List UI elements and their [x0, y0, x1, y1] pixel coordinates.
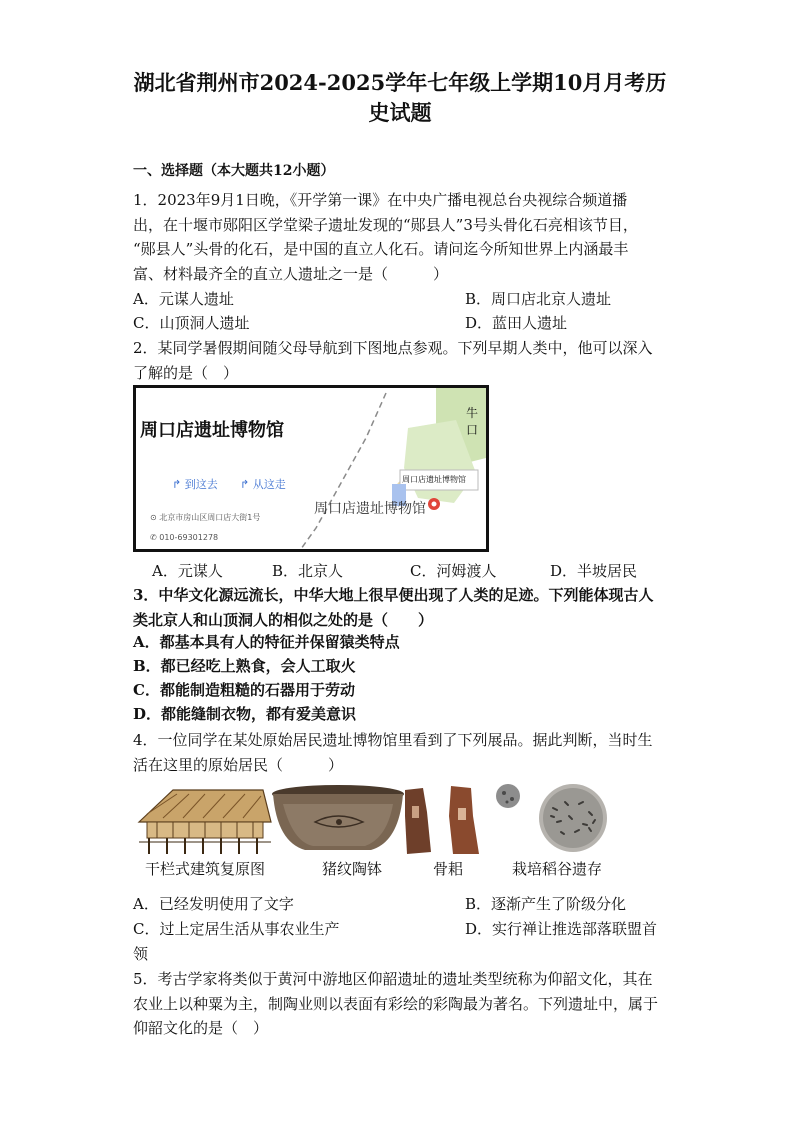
- q2-option-c[interactable]: C．河姆渡人: [410, 562, 497, 580]
- q2-line: 2．某同学暑假期间随父母导航到下图地点参观。下列早期人类中，他可以深入: [133, 339, 653, 357]
- map-phone: ✆ 010-69301278: [150, 533, 219, 542]
- map-address: ⊙ 北京市房山区周口店大街1号: [150, 513, 261, 522]
- page-title: [120, 68, 680, 128]
- q1-line: “郧县人”头骨的化石，是中国的直立人化石。请问迄今所知世界上内涵最丰: [133, 240, 629, 258]
- phone-icon: ✆: [150, 533, 160, 542]
- q1-line: 富、材料最齐全的直立人遗址之一是（ ）: [133, 264, 449, 283]
- goto-link[interactable]: ↱ 到这去: [172, 478, 218, 491]
- map-popup-label: 周口店遗址博物馆: [402, 475, 466, 484]
- q2-option-a[interactable]: A．元谋人: [152, 562, 223, 580]
- bone-spade-image: [405, 786, 479, 854]
- q1-option-b[interactable]: B．周口店北京人遗址: [465, 290, 612, 308]
- q4-option-b[interactable]: B．逐渐产生了阶级分化: [465, 895, 627, 913]
- q4-line: 活在这里的原始居民（ ）: [133, 755, 344, 774]
- rice-grains-image: [496, 784, 607, 852]
- map-place-label: 周口店遗址博物馆: [314, 501, 426, 517]
- q1-option-a[interactable]: A．元谋人遗址: [133, 290, 234, 308]
- q3-option-d[interactable]: D．都能缝制衣物，都有爱美意识: [133, 705, 357, 723]
- map-title: 周口店遗址博物馆: [140, 420, 284, 441]
- q2-line: 了解的是（ ）: [133, 363, 239, 382]
- caption-rice-grains: 栽培稻谷遗存: [512, 860, 603, 878]
- q3-option-c[interactable]: C．都能制造粗糙的石器用于劳动: [133, 681, 355, 699]
- q5-line: 5．考古学家将类似于黄河中游地区仰韶遗址的遗址类型统称为仰韶文化，其在: [133, 970, 653, 988]
- route-arrow-icon: ↱: [172, 478, 185, 491]
- q1-line: 出，在十堰市郧阳区学堂梁子遗址发现的“郧县人”3号头骨化石亮相该节目，: [133, 215, 638, 234]
- q4-line: 4．一位同学在某处原始居民遗址博物馆里看到了下列展品。据此判断，当时生: [133, 731, 653, 749]
- question-4-stem: [133, 728, 663, 777]
- route-arrow-icon: ↱: [240, 478, 253, 491]
- q1-option-c[interactable]: C．山顶洞人遗址: [133, 314, 250, 332]
- stilt-house-image: [139, 790, 271, 854]
- q4-option-a[interactable]: A．已经发明使用了文字: [133, 895, 294, 913]
- q4-option-c[interactable]: C．过上定居生活从事农业生产: [133, 920, 340, 938]
- caption-bone-spade: 骨耜: [433, 860, 464, 878]
- map-corner-label: 牛口: [466, 406, 479, 437]
- q3-line: 类北京人和山顶洞人的相似之处的是（ ）: [133, 610, 434, 629]
- q5-line: 仰韶文化的是（ ）: [133, 1019, 269, 1037]
- caption-pottery-bowl: 猪纹陶钵: [322, 860, 383, 878]
- section-heading: 一、选择题（本大题共12小题）: [133, 163, 335, 179]
- pottery-bowl-image: [272, 785, 404, 850]
- question-3-stem: [133, 583, 663, 632]
- q4-option-d[interactable]: D．实行禅让推选部落联盟首: [465, 920, 658, 938]
- q3-option-a[interactable]: A．都基本具有人的特征并保留猿类特点: [133, 633, 400, 651]
- map-screenshot: [133, 385, 489, 552]
- q3-option-b[interactable]: B．都已经吃上熟食，会人工取火: [133, 657, 356, 675]
- q4-option-d-wrap: 领: [133, 945, 149, 963]
- q2-option-b[interactable]: B．北京人: [272, 562, 344, 580]
- q1-line: 1．2023年9月1日晚，《开学第一课》在中央广播电视总台央视综合频道播: [133, 191, 628, 209]
- location-icon: ⊙: [150, 513, 160, 522]
- question-5-stem: [133, 967, 663, 1041]
- title-line-1: 湖北省荆州市2024-2025学年七年级上学期10月月考历: [133, 70, 667, 95]
- question-2-stem: [133, 336, 663, 385]
- q3-line: 3．中华文化源远流长，中华大地上很早便出现了人类的足迹。下列能体现古人: [133, 586, 654, 604]
- exhibit-illustrations: [133, 782, 623, 857]
- q2-option-d[interactable]: D．半坡居民: [550, 562, 638, 580]
- q5-line: 农业上以种粟为主，制陶业则以表面有彩绘的彩陶最为著名。下列遗址中，属于: [133, 994, 659, 1013]
- map-graphic: [136, 388, 486, 549]
- q1-option-d[interactable]: D．蓝田人遗址: [465, 314, 568, 332]
- from-link[interactable]: ↱ 从这走: [240, 478, 286, 491]
- question-1-stem: [133, 188, 663, 286]
- caption-stilt-house: 干栏式建筑复原图: [145, 860, 266, 878]
- title-line-2: 史试题: [368, 100, 432, 125]
